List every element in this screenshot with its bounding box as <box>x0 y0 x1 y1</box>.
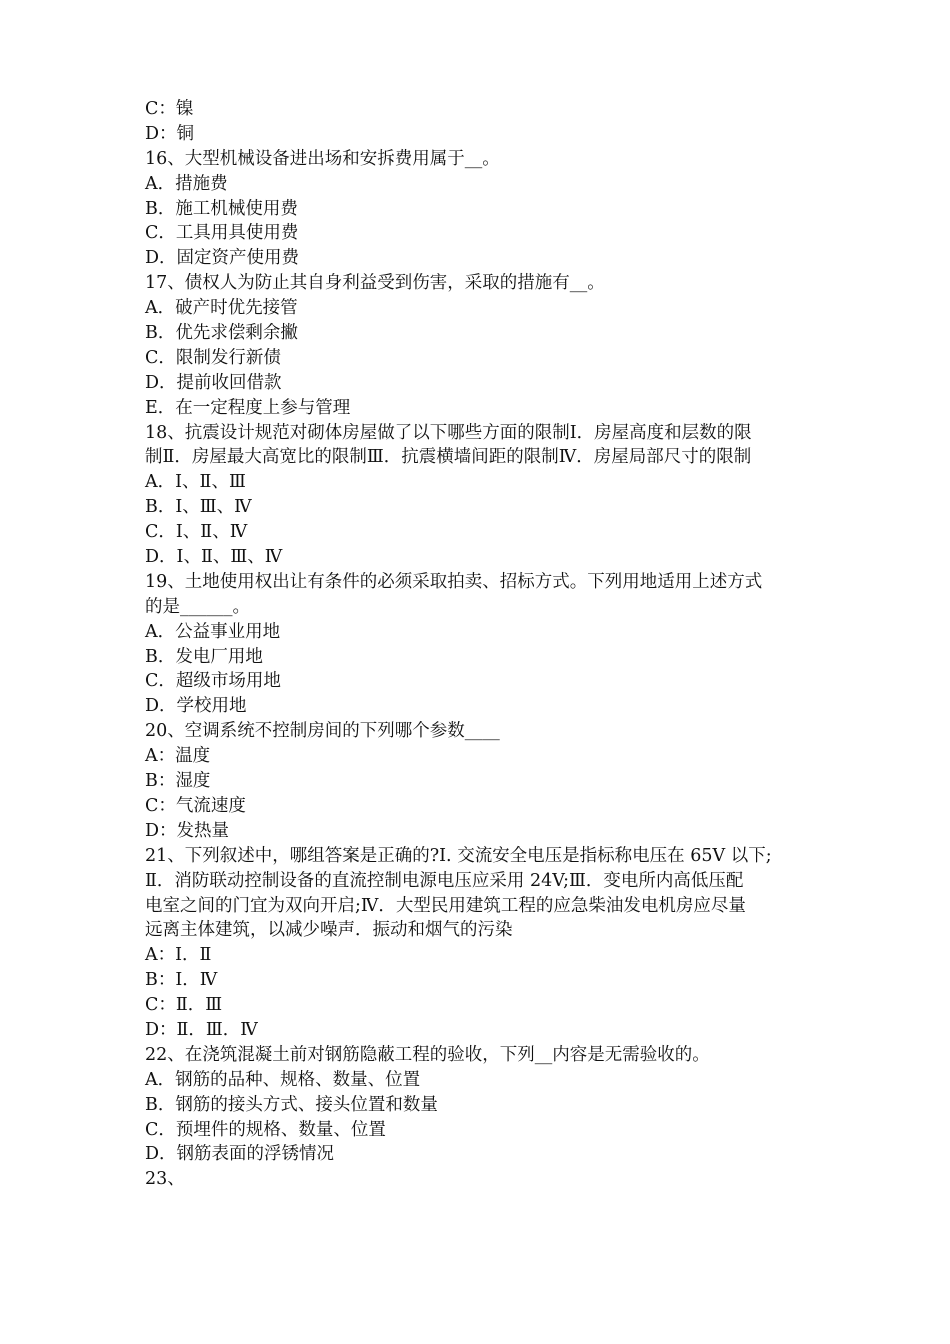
question-18-line-1: 18、抗震设计规范对砌体房屋做了以下哪些方面的限制Ⅰ．房屋高度和层数的限 <box>145 422 752 443</box>
option-c: C．Ⅰ、Ⅱ、Ⅳ <box>145 522 248 543</box>
option-b: B．优先求偿剩余撇 <box>145 323 298 344</box>
option-c: C．预埋件的规格、数量、位置 <box>145 1119 386 1140</box>
option-b: B．发电厂用地 <box>145 646 263 667</box>
question-21-line-3: 电室之间的门宜为双向开启;Ⅳ．大型民用建筑工程的应急柴油发电机房应尽量 <box>145 895 746 916</box>
option-d: D：发热量 <box>145 820 230 841</box>
option-d: D．学校用地 <box>145 696 247 717</box>
option-d: D：Ⅱ．Ⅲ．Ⅳ <box>145 1019 258 1040</box>
question-22: 22、在浇筑混凝土前对钢筋隐蔽工程的验收，下列__内容是无需验收的。 <box>145 1044 710 1065</box>
question-21-line-1: 21、下列叙述中，哪组答案是正确的?Ⅰ. 交流安全电压是指标称电压在 65V 以下; <box>145 845 772 866</box>
option-a: A．破产时优先接管 <box>145 298 298 319</box>
option-c: C：Ⅱ．Ⅲ <box>145 995 223 1016</box>
option-d: D．固定资产使用费 <box>145 248 300 269</box>
option-c: C：镍 <box>145 99 194 119</box>
option-d: D．钢筋表面的浮锈情况 <box>145 1144 335 1165</box>
option-b: B．施工机械使用费 <box>145 198 298 219</box>
option-d: D．Ⅰ、Ⅱ、Ⅲ、Ⅳ <box>145 547 283 568</box>
option-e: E．在一定程度上参与管理 <box>145 397 351 418</box>
option-a: A：Ⅰ．Ⅱ <box>145 945 212 966</box>
question-18-line-2: 制Ⅱ．房屋最大高宽比的限制Ⅲ．抗震横墙间距的限制Ⅳ．房屋局部尺寸的限制 <box>145 447 752 468</box>
question-17: 17、债权人为防止其自身利益受到伤害，采取的措施有__。 <box>145 273 605 294</box>
option-a: A：温度 <box>145 746 211 767</box>
option-c: C．超级市场用地 <box>145 671 281 692</box>
question-21-line-2: Ⅱ．消防联动控制设备的直流控制电源电压应采用 24V;Ⅲ．变电所内高低压配 <box>145 870 744 891</box>
question-20: 20、空调系统不控制房间的下列哪个参数____ <box>145 721 500 742</box>
question-23: 23、 <box>145 1169 185 1190</box>
option-c: C．工具用具使用费 <box>145 223 299 244</box>
question-19-line-2: 的是______。 <box>145 596 250 617</box>
option-a: A．钢筋的品种、规格、数量、位置 <box>145 1069 421 1090</box>
option-b: B：Ⅰ．Ⅳ <box>145 970 218 991</box>
option-a: A．公益事业用地 <box>145 621 281 642</box>
option-d: D．提前收回借款 <box>145 372 282 393</box>
question-16: 16、大型机械设备进出场和安拆费用属于__。 <box>145 148 500 169</box>
option-d: D：铜 <box>145 123 195 144</box>
option-c: C：气流速度 <box>145 795 246 816</box>
option-b: B．Ⅰ、Ⅲ、Ⅳ <box>145 497 252 518</box>
option-a: A．Ⅰ、Ⅱ、Ⅲ <box>145 472 246 493</box>
document-page <box>145 97 810 1192</box>
option-c: C．限制发行新债 <box>145 347 281 368</box>
option-a: A．措施费 <box>145 173 228 194</box>
question-19-line-1: 19、土地使用权出让有条件的必须采取拍卖、招标方式。下列用地适用上述方式 <box>145 571 763 592</box>
question-21-line-4: 远离主体建筑，以减少噪声．振动和烟气的污染 <box>145 920 513 941</box>
option-b: B：湿度 <box>145 771 211 792</box>
option-b: B．钢筋的接头方式、接头位置和数量 <box>145 1094 438 1115</box>
